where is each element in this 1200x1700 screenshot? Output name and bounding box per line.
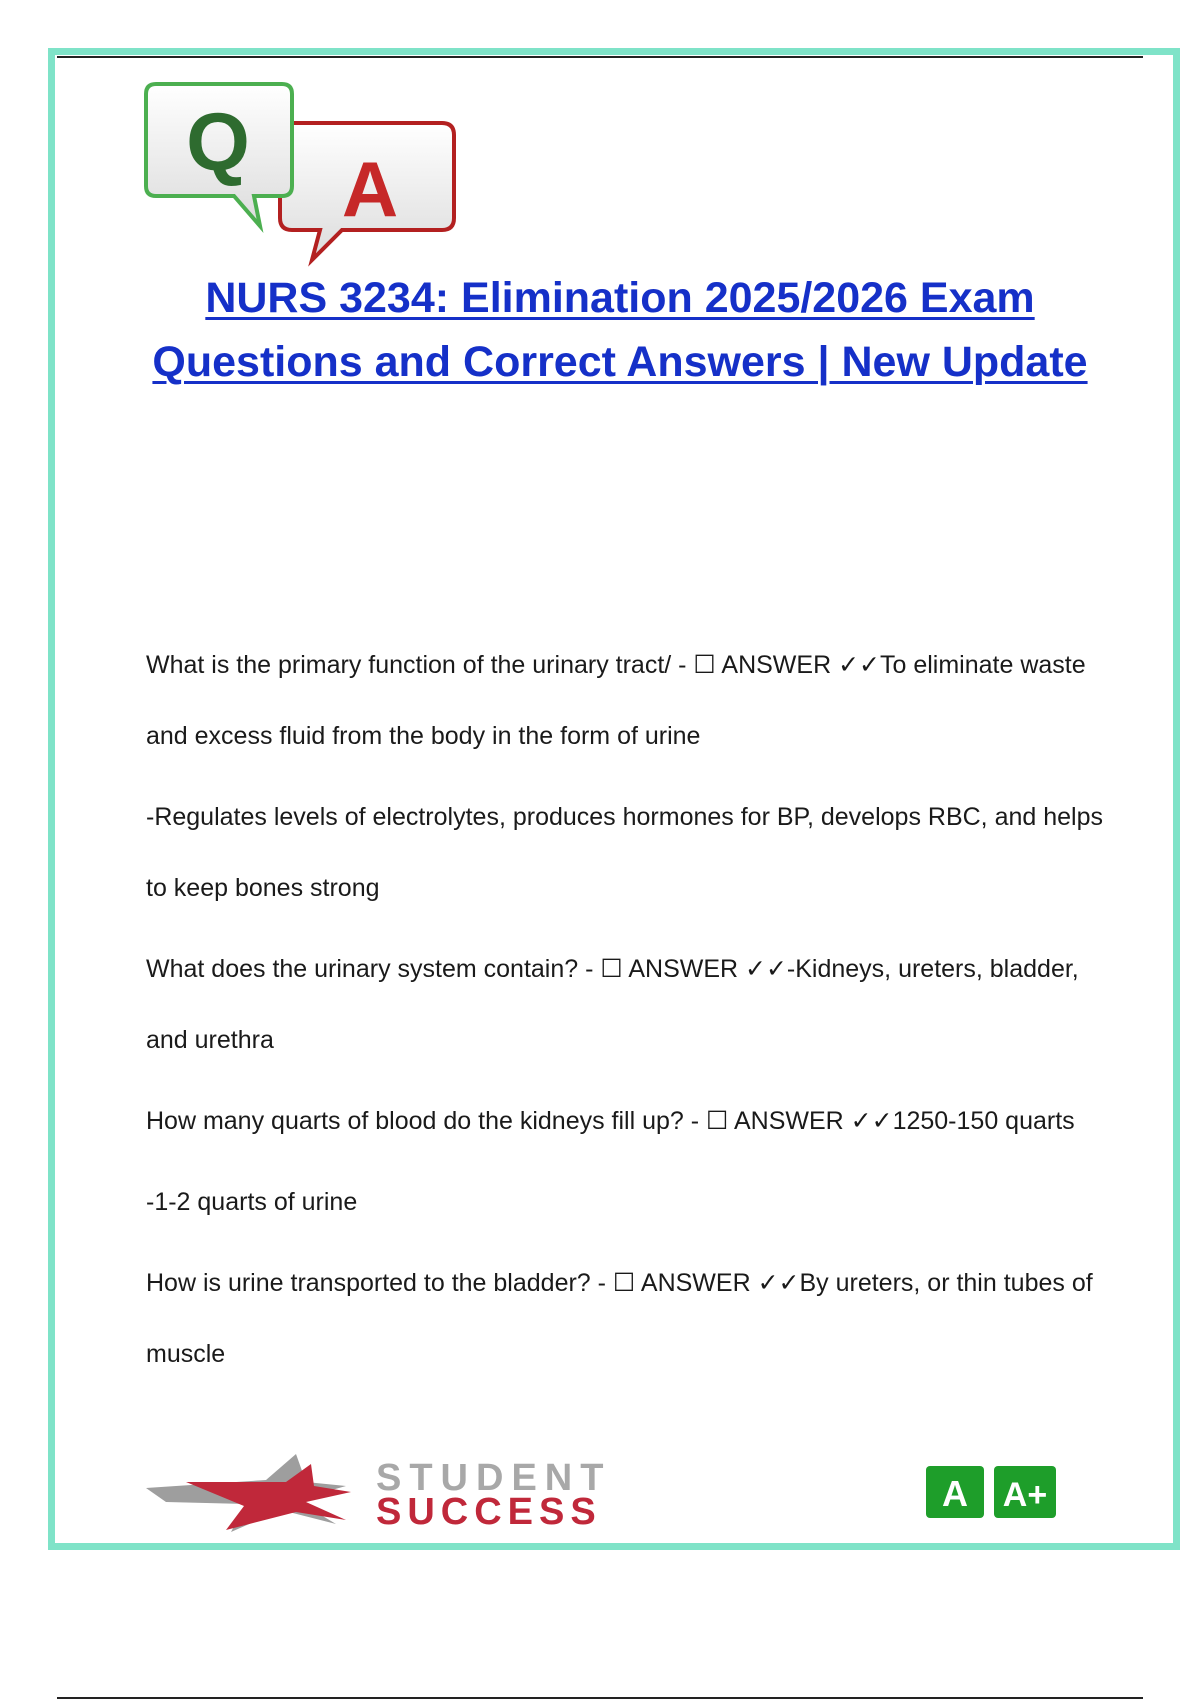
- title-link[interactable]: NURS 3234: Elimination 2025/2026 Exam Questions and Correct Answers | New Update: [152, 274, 1088, 386]
- svg-text:Q: Q: [186, 97, 250, 188]
- top-rule: [57, 56, 1143, 58]
- paragraph: What is the primary function of the urinary tract/ - ☐ ANSWER ✓✓To eliminate waste and excess fluid from the body in the form of urine: [146, 651, 1086, 750]
- svg-text:A: A: [942, 1473, 968, 1514]
- paragraph: How many quarts of blood do the kidneys fill up? - ☐ ANSWER ✓✓1250-150 quarts: [146, 1107, 1075, 1135]
- paragraph: -1-2 quarts of urine: [146, 1188, 358, 1216]
- bottom-rule: [57, 1697, 1143, 1699]
- svg-text:A: A: [341, 145, 399, 233]
- paragraph: What does the urinary system contain? - ☐ ANSWER ✓✓-Kidneys, ureters, bladder, and urethra: [146, 955, 1079, 1054]
- page-title[interactable]: [140, 266, 1100, 394]
- student-success-logo: [146, 1452, 1066, 1532]
- svg-text:SUCCESS: SUCCESS: [376, 1491, 602, 1532]
- qa-content: [146, 630, 1106, 1400]
- paragraph: -Regulates levels of electrolytes, produces hormones for BP, develops RBC, and helps to keep bones strong: [146, 803, 1103, 902]
- svg-text:A+: A+: [1002, 1476, 1048, 1514]
- qa-logo: [142, 78, 464, 268]
- paragraph: How is urine transported to the bladder? - ☐ ANSWER ✓✓By ureters, or thin tubes of muscle: [146, 1269, 1093, 1368]
- svg-text:STUDENT: STUDENT: [376, 1457, 612, 1499]
